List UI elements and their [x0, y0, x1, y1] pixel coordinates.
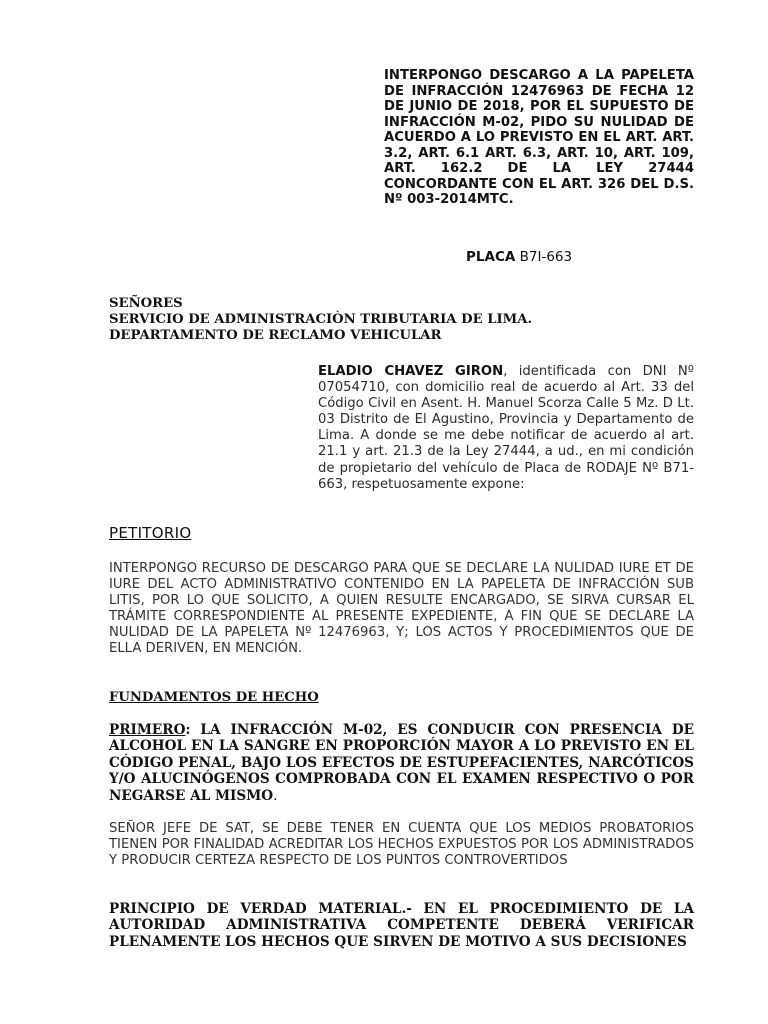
addressee-block — [109, 296, 669, 344]
placa-line — [466, 249, 572, 265]
placa-label: PLACA — [466, 249, 516, 265]
primero-end: . — [273, 787, 278, 804]
petitorio-paragraph: INTERPONGO RECURSO DE DESCARGO PARA QUE SE DECLARE LA NULIDAD IURE ET DE IURE DEL ACTO ADMINISTRATIVO CONTENIDO EN LA PAPELETA DE INFRACCIÓN SUB LITIS, POR LO QUE SOLICITO, A QUIEN RESULTE ENCARGADO, SE SIRVA CURSAR EL TRÁMITE CORRESPONDIENTE AL PRESENTE EXPEDIENTE, A FIN QUE SE DECLARE LA NULIDAD DE LA PAPELETA Nº 12476963, Y; LOS ACTOS Y PROCEDIMIENTOS QUE DE ELLA DERIVEN, EN MENCIÓN. — [109, 561, 694, 657]
primero-text: : LA INFRACCIÓN M-02, ES CONDUCIR CON PRESENCIA DE ALCOHOL EN LA SANGRE EN PROPORCIÓN MAYOR A LO PREVISTO EN EL CÓDIGO PENAL, BAJO LOS EFECTOS DE ESTUPEFACIENTES, NARCÓTICOS Y/O ALUCINÓGENOS COMPROBADA CON EL EXAMEN RESPECTIVO O POR NEGARSE AL MISMO — [109, 722, 694, 804]
addressee-line: SERVICIO DE ADMINISTRACIÒN TRIBUTARIA DE LIMA. — [109, 312, 533, 327]
placa-value: B7I-663 — [519, 249, 573, 265]
fundamentos-heading: FUNDAMENTOS DE HECHO — [109, 690, 319, 705]
sumilla-heading: INTERPONGO DESCARGO A LA PAPELETA DE INFRACCIÓN 12476963 DE FECHA 12 DE JUNIO DE 2018, POR EL SUPUESTO DE INFRACCIÓN M-02, PIDO SU NULIDAD DE ACUERDO A LO PREVISTO EN EL ART. ART. 3.2, ART. 6.1 ART. 6.3, ART. 10, ART. 109, ART. 162.2 DE LA LEY 27444 CONCORDANTE CON EL ART. 326 DEL D.S. Nº 003-2014MTC. — [384, 68, 694, 207]
primero-paragraph — [109, 722, 694, 804]
intro-paragraph — [318, 364, 694, 493]
petitioner-name: ELADIO CHAVEZ GIRON — [318, 364, 504, 379]
primero-label: PRIMERO — [109, 722, 186, 738]
principio-paragraph: PRINCIPIO DE VERDAD MATERIAL.- EN EL PROCEDIMIENTO DE LA AUTORIDAD ADMINISTRATIVA COMPETENTE DEBERÁ VERIFICAR PLENAMENTE LOS HECHOS QUE SIRVEN DE MOTIVO A SUS DECISIONES — [109, 901, 694, 950]
intro-text: , identificada con DNI Nº 07054710, con domicilio real de acuerdo al Art. 33 del Código Civil en Asent. H. Manuel Scorza Calle 5 Mz. D Lt. 03 Distrito de El Agustino, Provincia y Departamento de Lima. A donde se me debe notificar de acuerdo al art. 21.1 y art. 21.3 de la Ley 27444, a ud., en mi condición de propietario del vehículo de Placa de RODAJE Nº B71-663, respetuosamente expone: — [318, 364, 694, 492]
addressee-line: SEÑORES — [109, 296, 183, 311]
petitorio-heading: PETITORIO — [109, 524, 192, 542]
addressee-line: DEPARTAMENTO DE RECLAMO VEHICULAR — [109, 328, 442, 343]
senor-jefe-paragraph: SEÑOR JEFE DE SAT, SE DEBE TENER EN CUENTA QUE LOS MEDIOS PROBATORIOS TIENEN POR FINALIDAD ACREDITAR LOS HECHOS EXPUESTOS POR LOS ADMINISTRADOS Y PRODUCIR CERTEZA RESPECTO DE LOS PUNTOS CONTROVERTIDOS — [109, 821, 694, 869]
